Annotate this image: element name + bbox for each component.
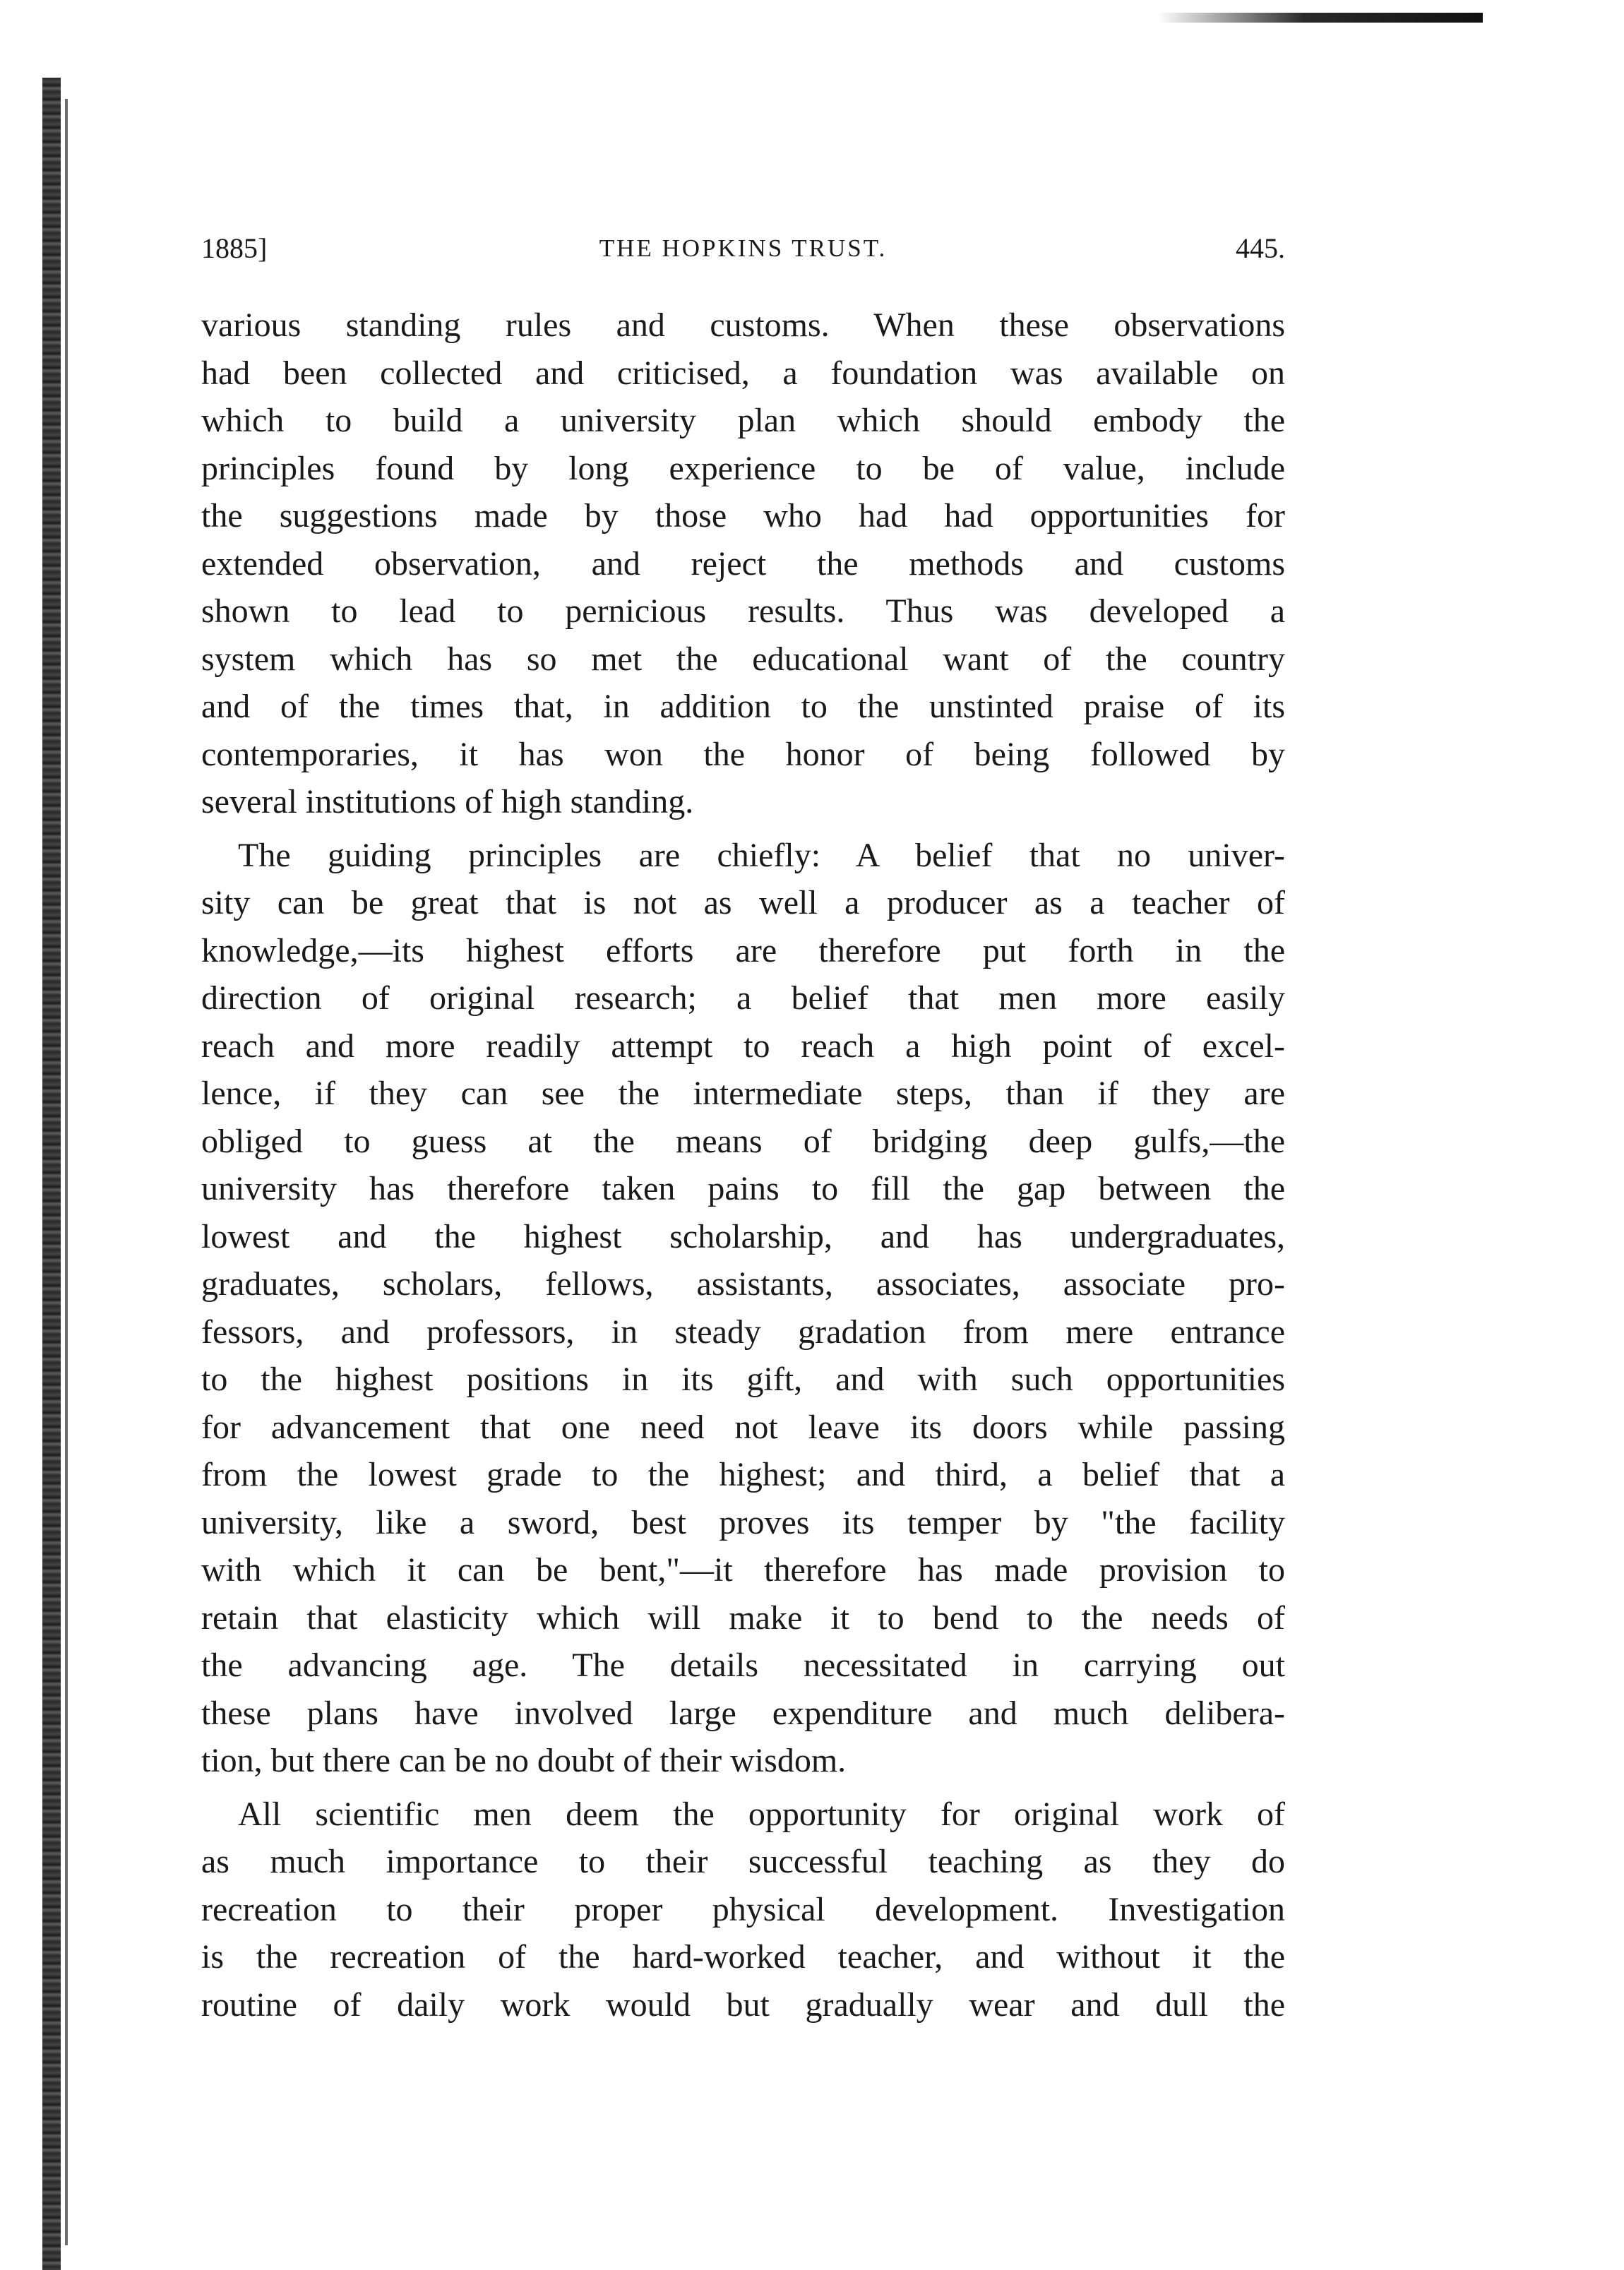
paragraph-2	[201, 832, 1285, 1785]
text-line: extended observation, and reject the methods and customs	[201, 544, 1285, 583]
text-line: lowest and the highest scholarship, and has undergraduates,	[201, 1217, 1285, 1255]
text-line: various standing rules and customs. When these observations	[201, 306, 1285, 344]
text-line: direction of original research; a belief that men more easily	[201, 979, 1285, 1017]
text-line: for advancement that one need not leave its doors while passing	[201, 1408, 1285, 1446]
text-line: several institutions of high standing.	[201, 783, 694, 820]
text-line: contemporaries, it has won the honor of being followed by	[201, 735, 1285, 773]
text-line: university has therefore taken pains to fill the gap between the	[201, 1170, 1285, 1207]
text-line: The guiding principles are chiefly: A belief that no univer-	[238, 836, 1285, 874]
text-line: university, like a sword, best proves its temper by "the facility	[201, 1503, 1285, 1541]
top-rule	[1158, 13, 1483, 23]
text-line: graduates, scholars, fellows, assistants, associates, associate pro-	[201, 1265, 1285, 1303]
text-line: from the lowest grade to the highest; and third, a belief that a	[201, 1456, 1285, 1493]
text-line: and of the times that, in addition to the unstinted praise of its	[201, 688, 1285, 725]
text-line: the suggestions made by those who had had opportunities for	[201, 497, 1285, 534]
text-line: to the highest positions in its gift, and with such opportunities	[201, 1361, 1285, 1398]
text-line: recreation to their proper physical development. Investigation	[201, 1890, 1285, 1928]
text-line: routine of daily work would but gradually wear and dull the	[201, 1985, 1285, 2024]
paragraph-1	[201, 301, 1285, 826]
text-line: reach and more readily attempt to reach a high point of excel-	[201, 1027, 1285, 1065]
text-line: sity can be great that is not as well a producer as a teacher of	[201, 884, 1285, 921]
text-line: system which has so met the educational want of the country	[201, 640, 1285, 678]
text-line: obliged to guess at the means of bridging deep gulfs,—the	[201, 1122, 1285, 1160]
text-line: shown to lead to pernicious results. Thus was developed a	[201, 592, 1285, 630]
text-line: principles found by long experience to be of value, include	[201, 449, 1285, 487]
text-line: as much importance to their successful teaching as they do	[201, 1843, 1285, 1880]
paragraph-3	[201, 1791, 1285, 2029]
text-line: retain that elasticity which will make it to bend to the needs of	[201, 1599, 1285, 1637]
running-head	[201, 227, 1285, 270]
text-line: with which it can be bent,"—it therefore has made provision to	[201, 1551, 1285, 1589]
text-line: these plans have involved large expenditure and much delibera-	[201, 1694, 1285, 1732]
text-line: lence, if they can see the intermediate steps, than if they are	[201, 1075, 1285, 1112]
text-line: All scientific men deem the opportunity for original work of	[238, 1795, 1285, 1833]
text-line: tion, but there can be no doubt of their wisdom.	[201, 1742, 847, 1779]
binding-edge	[42, 78, 61, 2270]
text-line: fessors, and professors, in steady gradation from mere entrance	[201, 1313, 1285, 1351]
binding-edge-line	[65, 99, 68, 2245]
text-line: had been collected and criticised, a foundation was available on	[201, 354, 1285, 392]
text-line: which to build a university plan which should embody the	[201, 402, 1285, 439]
text-line: is the recreation of the hard-worked teacher, and without it the	[201, 1938, 1285, 1976]
text-line: the advancing age. The details necessitated in carrying out	[201, 1647, 1285, 1684]
body-text	[201, 301, 1285, 2029]
running-head-year: 1885]	[201, 232, 268, 264]
running-head-title: THE HOPKINS TRUST.	[599, 234, 888, 262]
page-number: 445.	[1236, 232, 1285, 264]
text-line: knowledge,—its highest efforts are therefore put forth in the	[201, 931, 1285, 969]
